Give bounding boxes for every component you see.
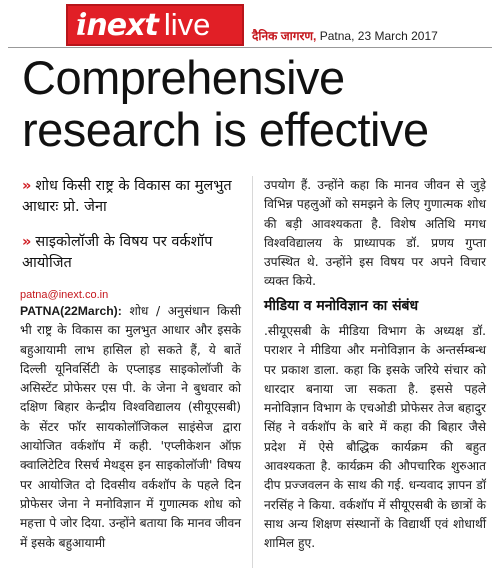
headline xyxy=(22,52,462,156)
deck-arrow-icon: » xyxy=(22,178,32,194)
reporter-email: patna@inext.co.in xyxy=(20,289,109,301)
deck-2-text: साइकोलॉजी के विषय पर वर्कशॉप आयोजित xyxy=(22,234,213,271)
city: Patna, xyxy=(319,29,355,43)
article-column-left xyxy=(20,302,241,553)
paper-name: दैनिक जागरण, xyxy=(252,29,317,43)
deck-1 xyxy=(22,176,242,218)
top-divider xyxy=(8,47,492,48)
publication-dateline xyxy=(252,27,492,43)
article-body-left: शोध / अनुसंधान किसी भी राष्ट्र के विकास का मुलभुत आधार और इसके बहुआयामी लाभ हासिल हो सकते हैं, ये बातें दिल्ली यूनिवर्सिटी के एप्लाइड साइकोलॉजी के असिस्टेंट प्रोफेसर एस पी. के जेना ने बुधवार को दक्षिण बिहार केन्द्रीय विश्वविद्यालय (सीयूएसबी) के सेंटर फॉर सायकोलॉजिकल साइंसेज द्वारा आयोजित वर्कशॉप में कही. 'एप्लीकेशन ऑफ़ क्वालिटेटिव रिसर्च मेथड्स इन साइकोलॉजी' विषय पर आयोजित दो दिवसीय वर्कशॉप के पहले दिन प्रोफेसर जेना ने मनोविज्ञान में गुणात्मक शोध को महत्ता पे जोर दिया. उन्होंने बताया कि मानव जीवन में इसके बहुआयामी xyxy=(20,304,242,550)
article-column-right-top: उपयोग हैं. उन्होंने कहा कि मानव जीवन से जुड़े विभिन्न पहलुओं को समझने के लिए गुणात्मक शोध की बड़ी आवश्यकता है. विशेष अतिथि मगध विश्वविद्यालय के प्राध्यापक डॉ. प्रणय गुप्ता उपस्थित थे. उन्होंने इस विषय पर अपने विचार व्यक्त किये. xyxy=(264,178,486,289)
headline-line-1: Comprehensive xyxy=(22,51,345,104)
deck-1-text: शोध किसी राष्ट्र के विकास का मुलभुत आधारः प्रो. जेना xyxy=(22,178,232,215)
column-divider xyxy=(252,176,253,568)
article-dateline: PATNA(22March): xyxy=(20,304,122,318)
logo-i: i xyxy=(76,7,87,43)
publication-date: 23 March 2017 xyxy=(357,29,438,43)
logo-live: live xyxy=(163,7,211,42)
article-column-right-bottom: .सीयूएसबी के मीडिया विभाग के अध्यक्ष डॉ. पराशर ने मीडिया और मनोविज्ञान के अन्तर्सम्बन्ध पर प्रकाश डाला. कहा कि इसके जरिये संचार को धारदार बनाया जा सकता है. इससे पहले मनोविज्ञान विभाग के एचओडी प्रोफेसर तेज बहादुर सिंह ने वर्कशॉप के बारे में कहा की बिहार जैसे प्रदेश में ऐसे बौद्धिक कार्यक्रम की बहुत आवश्यकता है. कार्यक्रम की औपचारिक शुरुआत दीप प्रज्जवलन के साथ की गई. धन्यवाद ज्ञापन डॉ नरसिंह ने किया. वर्कशॉप में सीयूएसबी के छात्रों के साथ अन्य शिक्षण संस्थानों के विद्यार्थी एवं शोधार्थी शामिल हुए. xyxy=(264,324,486,551)
subheading: मीडिया व मनोविज्ञान का संबंध xyxy=(264,298,419,314)
headline-line-2: research is effective xyxy=(22,103,429,156)
deck-arrow-icon: » xyxy=(22,234,32,250)
logo-next: next xyxy=(86,7,158,43)
inext-live-logo xyxy=(66,4,244,46)
deck-2 xyxy=(22,232,242,274)
